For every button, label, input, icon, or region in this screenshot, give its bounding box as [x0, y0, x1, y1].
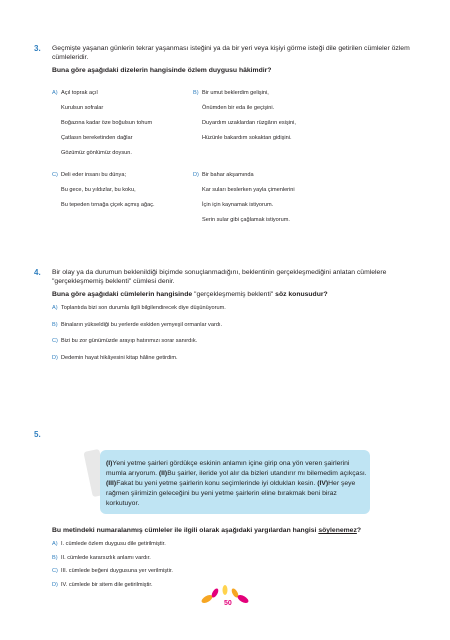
option-letter: B): [52, 321, 58, 328]
option-letter: D): [52, 354, 58, 361]
q3-option-b[interactable]: B) Bir umut beklerdim gelişini, Önümden bir eda ile geçişini. Duyardım uzaklardan rüzgârın esişini, Hüzünle bakardım sokaktan gidişini.: [193, 90, 296, 141]
q5-options: [52, 541, 426, 589]
question-number: 4.: [34, 268, 41, 277]
question-ask: Buna göre aşağıdaki dizelerin hangisinde özlem duygusu hâkimdir?: [52, 67, 272, 74]
question-3: [34, 44, 426, 75]
q5-option-d[interactable]: D) IV. cümlede bir sitem dile getirilmiştir.: [52, 581, 153, 588]
question-ask: Buna göre aşağıdaki cümlelerin hangisinde "gerçekleşmemiş beklenti" söz konusudur?: [52, 291, 328, 298]
option-letter: A): [52, 541, 58, 547]
question-4: [34, 268, 426, 371]
passage-text: (I)Yeni yetme şairleri gördükçe eskinin anlamın içine girip ona yön veren şairlerini mumla arıyorum. (II)Bu şairler, ileride yol alır da bizleri utandırır mı bilemedim açıkçası. (III)Fakat bu yeni yetme şairlerin konu seçimlerinde iyi oldukları kesin. (IV)Her şeye rağmen şiirimizin geleceğini bu yeni yetme şairlerin eline bırakmak beni biraz korkutuyor.: [106, 460, 367, 507]
option-letter: A): [52, 305, 58, 311]
option-letter: B): [193, 90, 199, 96]
question-stem: Bir olay ya da durumun beklenildiği biçimde sonuçlanmadığını, beklentinin gerçekleşmediğini anlatan cümlelere "gerçekleşmemiş beklenti" cümlesi denir.: [52, 269, 387, 285]
option-letter: B): [52, 554, 58, 561]
option-letter: C): [52, 568, 58, 574]
option-letter: C): [52, 172, 58, 178]
option-letter: A): [52, 90, 58, 96]
question-stem: Geçmişte yaşanan günlerin tekrar yaşanması isteğini ya da bir yeri veya kişiyi görme isteği dile getirilen cümleler özlem cümleleridir.: [52, 45, 410, 61]
q4-option-a[interactable]: A) Toplantıda bizi son durumla ilgili bilgilendirecek diye düşünüyorum.: [52, 305, 226, 311]
q4-option-d[interactable]: D) Dedemin hayat hikâyesini kitap hâline getirdim.: [52, 354, 178, 361]
q4-options: [52, 305, 426, 362]
option-letter: D): [193, 172, 199, 178]
q4-option-b[interactable]: B) Binaların yükseldiği bu yerlerde eskiden yemyeşil ormanlar vardı.: [52, 321, 223, 328]
option-letter: D): [52, 581, 58, 588]
q3-option-a[interactable]: A) Açıl toprak açıl Kurulsun sofralar Boğazına kadar öze boğulsun tohum Çatlasın bereketinden dağlar Gözümüz gönlümüz doysun.: [52, 90, 153, 156]
page-number: 50: [224, 600, 232, 607]
q3-option-c[interactable]: C) Deli eder insanı bu dünya; Bu gece, bu yıldızlar, bu koku, Bu tepeden tırnağa çiçek açmış ağaç.: [52, 172, 155, 208]
option-letter: C): [52, 338, 58, 344]
q5-option-a[interactable]: A) I. cümlede özlem duygusu dile getirilmiştir.: [52, 541, 166, 547]
question-5-number: 5.: [34, 430, 41, 439]
question-ask: Bu metindeki numaralanmış cümleler ile ilgili olarak aşağıdaki yargılardan hangisi söylenemez?: [52, 527, 362, 534]
q4-option-c[interactable]: C) Bizi bu zor günümüzde arayıp hatırımızı sorar sanırdık.: [52, 338, 198, 344]
question-number: 3.: [34, 44, 41, 53]
q5-option-c[interactable]: C) III. cümlede beğeni duygusuna yer verilmiştir.: [52, 568, 173, 574]
q3-option-d[interactable]: D) Bir bahar akşamında Kar suları beslerken yayla çimenlerini İçin için kaynamak istiyorum. Serin sular gibi çağlamak istiyorum.: [193, 172, 295, 223]
q5-option-b[interactable]: B) II. cümlede kararsızlık anlamı vardır.: [52, 554, 151, 561]
